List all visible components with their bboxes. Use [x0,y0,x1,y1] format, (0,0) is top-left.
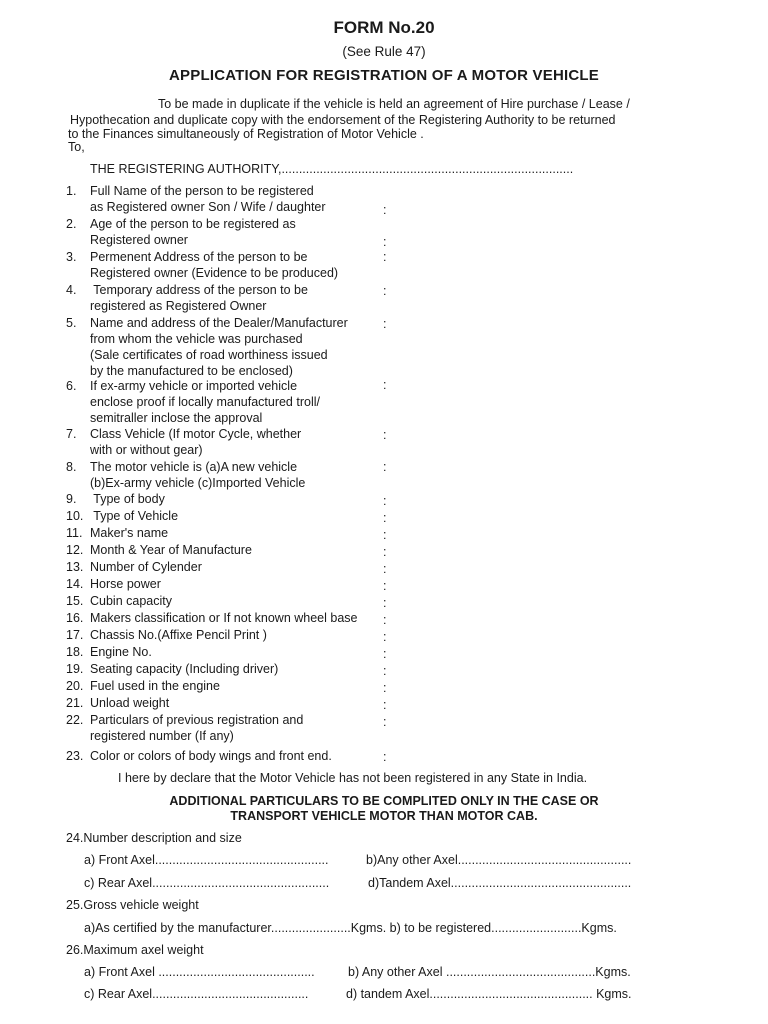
item-label [90,282,390,314]
item-number: 20. [66,679,84,693]
item-label-line: Makers classification or If not known wheel base [90,611,358,625]
item-label [90,525,390,541]
item-label-line: Number of Cylender [90,560,202,574]
item-number: 18. [66,645,84,659]
item-label-line: Month & Year of Manufacture [90,543,252,557]
answer-field-9[interactable]: : [383,494,387,508]
item-label [90,559,390,575]
intro-line-3: to the Finances simultaneously of Registration of Motor Vehicle . [68,127,424,141]
other-axel-size-field[interactable]: b)Any other Axel.................................................. [366,853,632,867]
item-label-line: Cubin capacity [90,594,172,608]
item-label [90,378,390,426]
answer-field-16[interactable]: : [383,613,387,627]
answer-field-15[interactable]: : [383,596,387,610]
item-label [90,508,390,524]
item-label-line: registered number (If any) [90,729,234,743]
item-label-line: semitraller inclose the approval [90,411,263,425]
item-number: 17. [66,628,84,642]
form-heading: APPLICATION FOR REGISTRATION OF A MOTOR VEHICLE [169,67,599,84]
item-label [90,748,390,764]
answer-field-1[interactable]: : [383,203,387,217]
registering-authority-line: THE REGISTERING AUTHORITY,.................................................................................... [90,162,574,176]
item-number: 8. [66,460,77,474]
answer-field-23[interactable]: : [383,750,387,764]
answer-field-11[interactable]: : [383,528,387,542]
item-label-line: (b)Ex-army vehicle (c)Imported Vehicle [90,476,306,490]
answer-field-18[interactable]: : [383,647,387,661]
item-label-line: Particulars of previous registration and [90,713,304,727]
item-number: 22. [66,713,84,727]
item-label-line: Class Vehicle (If motor Cycle, whether [90,427,302,441]
item-label [90,542,390,558]
item-number: 4. [66,283,77,297]
form-subtitle: (See Rule 47) [342,44,426,59]
other-axel-weight-field[interactable]: b) Any other Axel ...........................................Kgms. [348,965,631,979]
item-number: 7. [66,427,77,441]
item-label-line: Full Name of the person to be registered [90,184,314,198]
front-axel-weight-field[interactable]: a) Front Axel ............................................. [84,965,315,979]
answer-field-8[interactable]: : [383,460,387,474]
item-label [90,315,390,379]
item-number: 9. [66,492,77,506]
item-label-line: Permenent Address of the person to be [90,250,308,264]
item-label-line: registered as Registered Owner [90,299,267,313]
additional-heading-2: TRANSPORT VEHICLE MOTOR THAN MOTOR CAB. [230,809,538,823]
answer-field-7[interactable]: : [383,428,387,442]
item-number: 5. [66,316,77,330]
item-number: 19. [66,662,84,676]
item-label-line: Fuel used in the engine [90,679,220,693]
item-label-line: Registered owner [90,233,188,247]
item-label-line: from whom the vehicle was purchased [90,332,303,346]
item-label [90,661,390,677]
item-label [90,576,390,592]
item-number: 10. [66,509,84,523]
item-label-line: Name and address of the Dealer/Manufacturer [90,316,348,330]
answer-field-19[interactable]: : [383,664,387,678]
section-26-title: 26.Maximum axel weight [66,943,204,957]
item-label-line: Unload weight [90,696,170,710]
item-label-line: Maker's name [90,526,169,540]
tandem-axel-size-field[interactable]: d)Tandem Axel.................................................... [368,876,632,890]
answer-field-3[interactable]: : [383,250,387,264]
item-label-line: Horse power [90,577,161,591]
item-label [90,610,390,626]
item-label [90,491,390,507]
additional-heading-1: ADDITIONAL PARTICULARS TO BE COMPLITED ONLY IN THE CASE OR [169,794,599,808]
item-label-line: If ex-army vehicle or imported vehicle [90,379,298,393]
item-number: 15. [66,594,84,608]
answer-field-5[interactable]: : [383,317,387,331]
item-label [90,183,390,215]
item-label [90,593,390,609]
item-label-line: by the manufactured to be enclosed) [90,364,293,378]
answer-field-20[interactable]: : [383,681,387,695]
item-number: 6. [66,379,77,393]
item-label-line: as Registered owner Son / Wife / daughter [90,200,326,214]
item-label-line: enclose proof if locally manufactured troll/ [90,395,320,409]
item-label [90,695,390,711]
item-label-line: Color or colors of body wings and front end. [90,749,332,763]
item-number: 1. [66,184,77,198]
rear-axel-size-field[interactable]: c) Rear Axel................................................... [84,876,330,890]
section-25-title: 25.Gross vehicle weight [66,898,199,912]
item-number: 14. [66,577,84,591]
item-label-line: with or without gear) [90,443,203,457]
to-label: To, [68,140,85,154]
answer-field-10[interactable]: : [383,511,387,525]
answer-field-14[interactable]: : [383,579,387,593]
item-label-line: Registered owner (Evidence to be produced) [90,266,339,280]
item-label-line: Type of body [90,492,165,506]
item-number: 21. [66,696,84,710]
item-number: 3. [66,250,77,264]
item-label-line: Temporary address of the person to be [90,283,308,297]
item-number: 13. [66,560,84,574]
form-title: FORM No.20 [333,18,435,37]
item-number: 11. [66,526,83,540]
item-label [90,249,390,281]
answer-field-12[interactable]: : [383,545,387,559]
item-label [90,678,390,694]
item-number: 2. [66,217,77,231]
intro-line-2: Hypothecation and duplicate copy with the endorsement of the Registering Authority to be returned [70,113,616,127]
item-label-line: Chassis No.(Affixe Pencil Print ) [90,628,267,642]
tandem-axel-weight-field[interactable]: d) tandem Axel............................................... Kgms. [346,987,632,1001]
answer-field-13[interactable]: : [383,562,387,576]
gross-weight-field[interactable]: a)As certified by the manufacturer.......................Kgms. b) to be registered..........................Kgms. [84,921,617,935]
item-label-line: Seating capacity (Including driver) [90,662,279,676]
item-number: 16. [66,611,84,625]
intro-line-1: To be made in duplicate if the vehicle is held an agreement of Hire purchase / Lease / [158,97,630,111]
item-label [90,459,390,491]
answer-field-21[interactable]: : [383,698,387,712]
item-label [90,216,390,248]
item-number: 23. [66,749,84,763]
section-24-title: 24.Number description and size [66,831,242,845]
answer-field-17[interactable]: : [383,630,387,644]
item-label [90,712,390,744]
answer-field-6[interactable]: : [383,378,387,392]
answer-field-4[interactable]: : [383,284,387,298]
answer-field-2[interactable]: : [383,235,387,249]
item-label-line: Age of the person to be registered as [90,217,296,231]
item-label-line: The motor vehicle is (a)A new vehicle [90,460,298,474]
answer-field-22[interactable]: : [383,715,387,729]
item-number: 12. [66,543,84,557]
item-label [90,627,390,643]
rear-axel-weight-field[interactable]: c) Rear Axel............................................. [84,987,309,1001]
front-axel-size-field[interactable]: a) Front Axel.................................................. [84,853,329,867]
item-label-line: Type of Vehicle [90,509,179,523]
item-label [90,644,390,660]
item-label-line: (Sale certificates of road worthiness issued [90,348,328,362]
item-label [90,426,390,458]
item-label-line: Engine No. [90,645,152,659]
declaration: I here by declare that the Motor Vehicle has not been registered in any State in India. [118,771,588,785]
